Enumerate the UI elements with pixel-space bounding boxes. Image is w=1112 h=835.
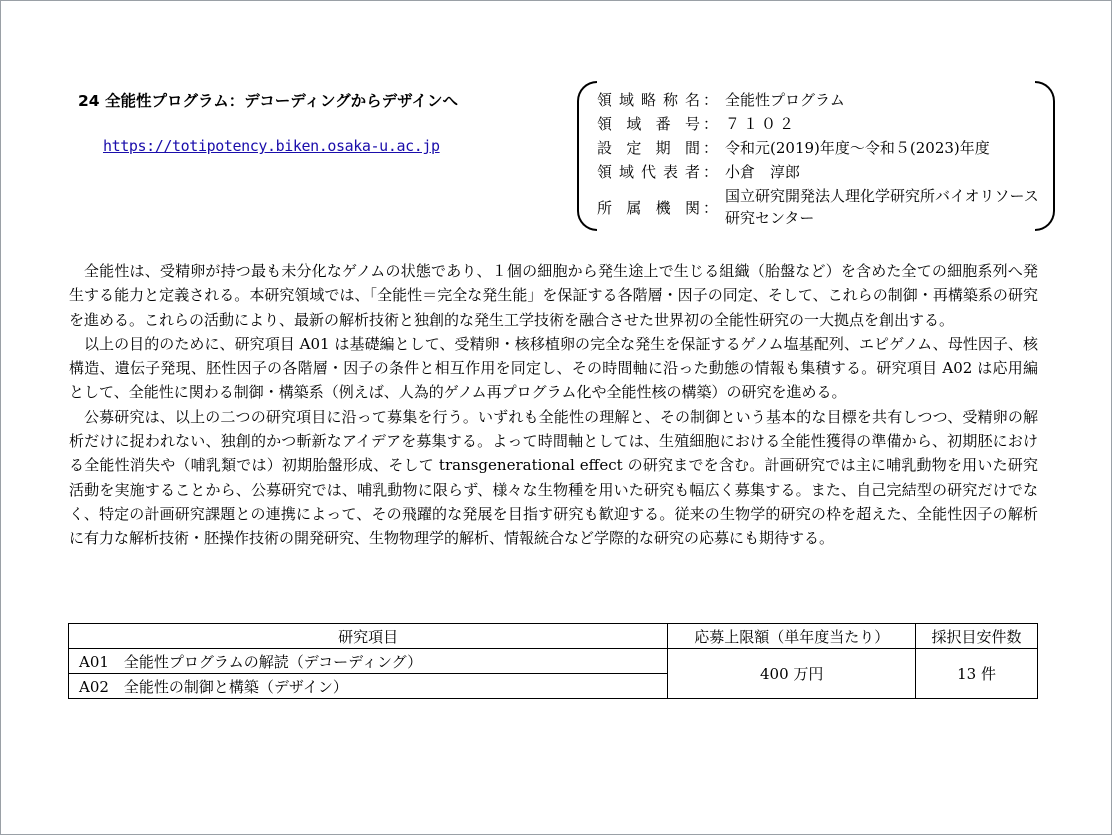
info-colon: ：	[703, 91, 719, 109]
funding-limit-cell: 400 万円	[668, 649, 916, 699]
paragraph: 全能性は、受精卵が持つ最も未分化なゲノムの状態であり、１個の細胞から発生途上で生じる組織（胎盤など）を含めた全ての細胞系列へ発生する能力と定義される。本研究領域では、「全能性＝完全な発生能」を保証する各階層・因子の同定、そして、これらの制御・再構築系の研究を進める。これらの活動により、最新の解析技術と独創的な発生工学技術を融合させた世界初の全能性研究の一大拠点を創出する。	[69, 262, 1038, 329]
info-colon: ：	[703, 199, 719, 217]
left-bracket	[577, 81, 597, 231]
info-value: 令和元(2019)年度～令和５(2023)年度	[725, 139, 990, 157]
body-text	[69, 259, 1038, 551]
info-colon: ：	[703, 115, 719, 133]
adoption-count-cell: 13 件	[916, 649, 1038, 699]
header-adoption-count: 採択目安件数	[916, 624, 1038, 649]
info-value: 全能性プログラム	[725, 91, 845, 109]
info-label: 領域番号	[597, 115, 700, 133]
header-funding-limit: 応募上限額（単年度当たり）	[668, 624, 916, 649]
paragraph: 公募研究は、以上の二つの研究項目に沿って募集を行う。いずれも全能性の理解と、その制御という基本的な目標を共有しつつ、受精卵の解析だけに捉われない、独創的かつ斬新なアイデアを募集する。よって時間軸としては、生殖細胞における全能性獲得の準備から、初期胚における全能性消失や（哺乳類では）初期胎盤形成、そして transgenerational effect の研究までを含む。計画研究では主に哺乳動物を用いた研究活動を実施することから、公募研究では、哺乳動物に限らず、様々な生物種を用いた研究も幅広く募集する。また、自己完結型の研究だけでなく、特定の計画研究課題との連携によって、その飛躍的な発展を目指す研究も歓迎する。従来の生物学的研究の枠を超えた、全能性因子の解析に有力な解析技術・胚操作技術の開発研究、生物物理学的解析、情報統合など学際的な研究の応募にも期待する。	[69, 407, 1038, 548]
research-item-cell: A02 全能性の制御と構築（デザイン）	[69, 674, 668, 699]
info-colon: ：	[703, 139, 719, 157]
info-label: 領域略称名	[597, 91, 700, 109]
table-row	[69, 649, 1038, 674]
info-label: 設定期間	[597, 139, 700, 157]
application-table	[68, 623, 1038, 699]
info-value: 小倉 淳郎	[725, 163, 801, 181]
table-header-row	[69, 624, 1038, 649]
area-info-box	[577, 81, 1055, 231]
info-value: ７１０２	[725, 115, 798, 133]
info-label: 領域代表者	[597, 163, 700, 181]
paragraph: 以上の目的のために、研究項目 A01 は基礎編として、受精卵・核移植卵の完全な発生を保証するゲノム塩基配列、エピゲノム、母性因子、核構造、遺伝子発現、胚性因子の各階層・因子の条件と相互作用を同定し、その時間軸に沿った動態の情報も集積する。研究項目 A02 は応用編として、全能性に関わる制御・構築系（例えば、人為的ゲノム再プログラム化や全能性核の構築）の研究を進める。	[69, 334, 1038, 402]
document-title: 24 全能性プログラム：デコーディングからデザインへ	[78, 92, 459, 110]
info-label: 所属機関	[597, 199, 700, 217]
area-website-link[interactable]: https://totipotency.biken.osaka-u.ac.jp	[103, 137, 440, 155]
header-research-item: 研究項目	[69, 624, 668, 649]
info-colon: ：	[703, 163, 719, 181]
info-value: 国立研究開発法人理化学研究所バイオリソース研究センター	[725, 187, 1039, 227]
research-item-cell: A01 全能性プログラムの解読（デコーディング）	[69, 649, 668, 674]
